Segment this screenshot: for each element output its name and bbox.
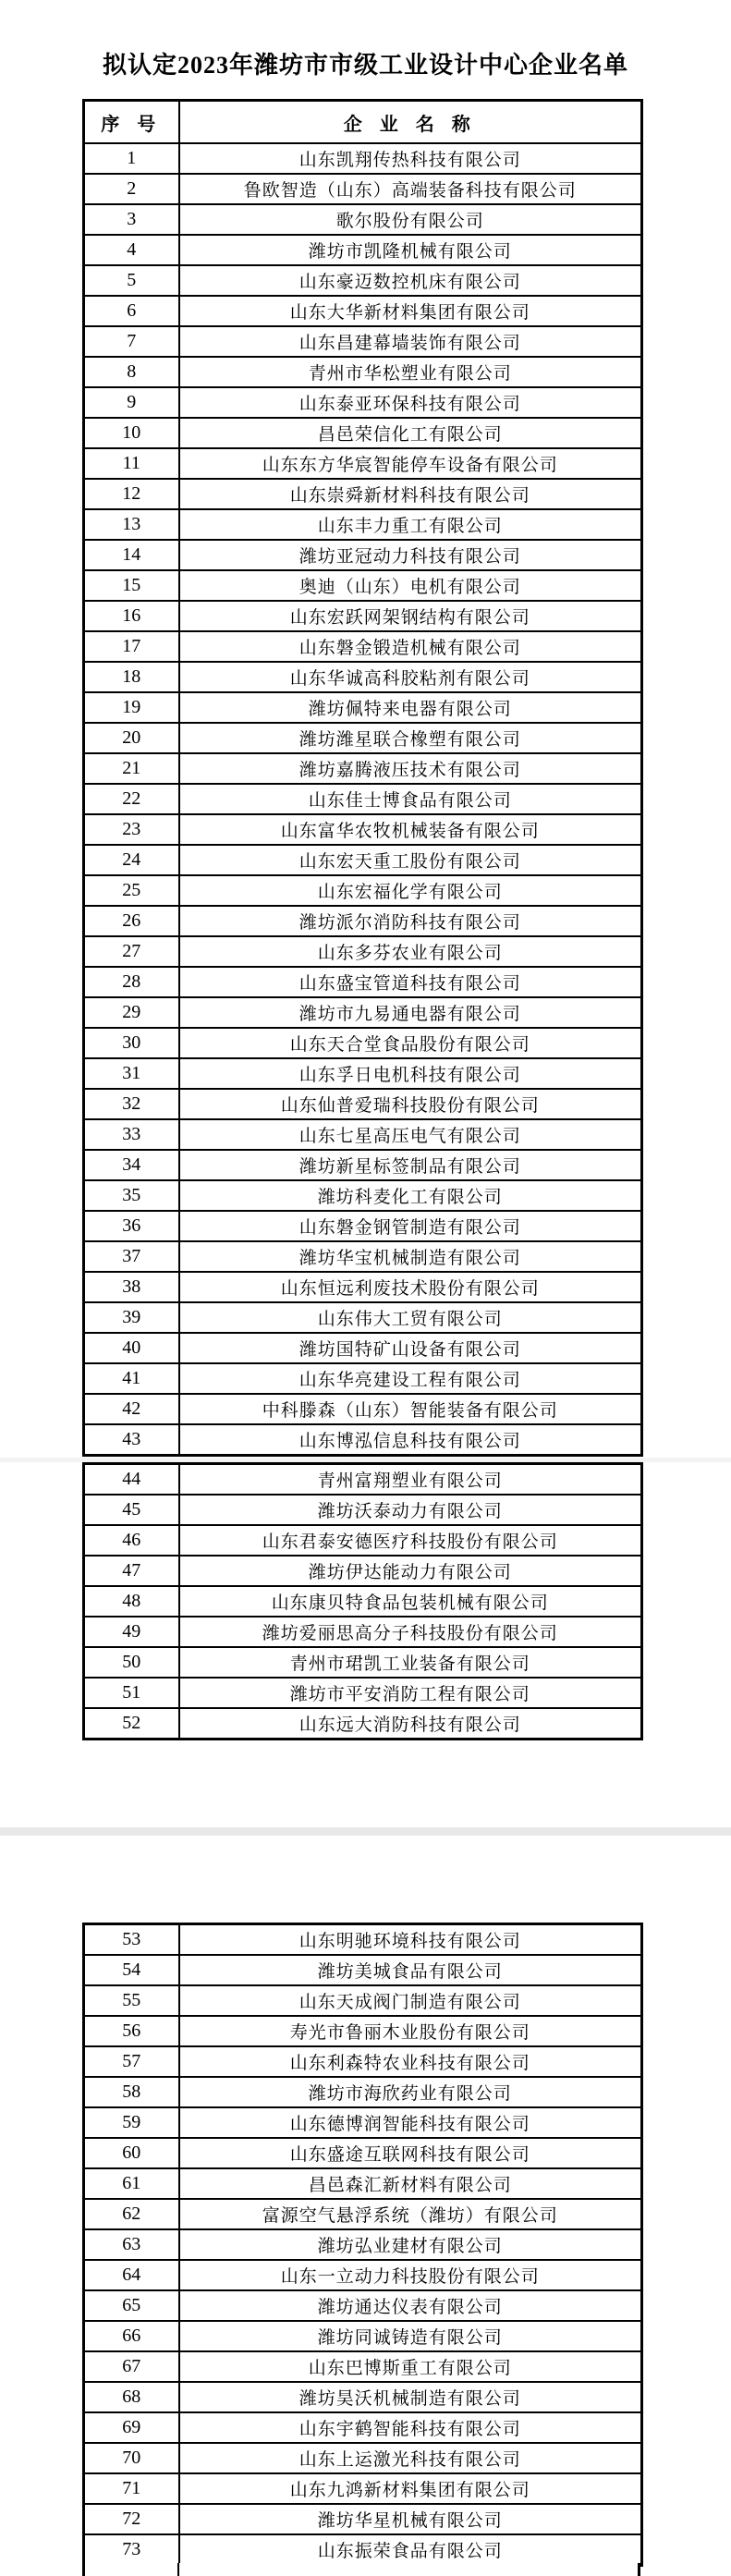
row-index: 38	[84, 1272, 179, 1302]
row-company-name: 潍坊同诚铸造有限公司	[179, 2321, 642, 2351]
row-company-name: 潍坊科麦化工有限公司	[179, 1180, 642, 1211]
row-company-name: 潍坊伊达能动力有限公司	[179, 1556, 642, 1586]
row-company-name: 山东宏跃网架钢结构有限公司	[179, 601, 642, 631]
table-row	[84, 723, 642, 753]
table-row	[84, 2321, 642, 2351]
row-index: 35	[84, 1180, 179, 1211]
row-company-name: 山东磐金钢管制造有限公司	[179, 1211, 642, 1241]
table-row	[84, 1302, 642, 1333]
row-company-name: 青州市华松塑业有限公司	[179, 357, 642, 387]
row-company-name: 山东昌建幕墙装饰有限公司	[179, 326, 642, 357]
row-company-name: 潍坊市凯隆机械有限公司	[179, 235, 642, 265]
table-row	[84, 2046, 642, 2077]
page-break-band	[0, 1827, 731, 1836]
row-company-name: 潍坊潍星联合橡塑有限公司	[179, 723, 642, 753]
table-row	[84, 1241, 642, 1272]
row-index: 44	[84, 1464, 179, 1496]
row-index: 46	[84, 1525, 179, 1556]
row-index: 41	[84, 1363, 179, 1394]
row-index: 26	[84, 906, 179, 936]
row-company-name: 山东天合堂食品股份有限公司	[179, 1028, 642, 1058]
row-index: 16	[84, 601, 179, 631]
row-index: 68	[84, 2382, 179, 2412]
table-row	[84, 814, 642, 845]
row-company-name: 山东大华新材料集团有限公司	[179, 296, 642, 326]
table-row	[84, 387, 642, 418]
row-index: 67	[84, 2351, 179, 2382]
table-header-row	[84, 101, 642, 144]
row-index: 10	[84, 418, 179, 448]
row-index: 29	[84, 997, 179, 1028]
row-index: 63	[84, 2229, 179, 2260]
row-company-name: 山东宏天重工股份有限公司	[179, 845, 642, 875]
row-company-name: 山东康贝特食品包装机械有限公司	[179, 1586, 642, 1617]
table-row	[84, 967, 642, 997]
company-table-page2	[82, 1923, 643, 2567]
row-company-name: 山东宏福化学有限公司	[179, 875, 642, 906]
row-index: 50	[84, 1647, 179, 1678]
row-company-name: 山东上运激光科技有限公司	[179, 2443, 642, 2473]
row-company-name: 山东丰力重工有限公司	[179, 509, 642, 540]
row-company-name: 潍坊爱丽思高分子科技股份有限公司	[179, 1617, 642, 1647]
row-company-name: 山东盛途互联网科技有限公司	[179, 2138, 642, 2168]
table-row	[84, 1647, 642, 1678]
table-row	[84, 1708, 642, 1740]
table-row	[84, 479, 642, 509]
row-index: 33	[84, 1119, 179, 1150]
row-company-name: 奥迪（山东）电机有限公司	[179, 570, 642, 601]
table-row	[84, 204, 642, 235]
table-row	[84, 1985, 642, 2016]
row-company-name: 昌邑荣信化工有限公司	[179, 418, 642, 448]
row-company-name: 山东巴博斯重工有限公司	[179, 2351, 642, 2382]
row-company-name: 山东佳士博食品有限公司	[179, 784, 642, 814]
row-index: 31	[84, 1058, 179, 1089]
row-index: 59	[84, 2107, 179, 2138]
row-company-name: 山东宇鹤智能科技有限公司	[179, 2412, 642, 2443]
row-company-name: 山东德博润智能科技有限公司	[179, 2107, 642, 2138]
table-row	[84, 1363, 642, 1394]
row-company-name: 山东多芬农业有限公司	[179, 936, 642, 967]
table-row	[84, 2504, 642, 2534]
row-index: 12	[84, 479, 179, 509]
table-row	[84, 418, 642, 448]
table-row	[84, 1955, 642, 1985]
row-company-name: 山东东方华宸智能停车设备有限公司	[179, 448, 642, 479]
column-header-company-name: 企 业 名 称	[179, 101, 642, 144]
row-company-name: 鲁欧智造（山东）高端装备科技有限公司	[179, 174, 642, 204]
table-row	[84, 357, 642, 387]
table-row	[84, 1924, 642, 1956]
row-company-name: 潍坊美城食品有限公司	[179, 1955, 642, 1985]
row-index: 49	[84, 1617, 179, 1647]
row-index: 64	[84, 2260, 179, 2290]
row-index: 20	[84, 723, 179, 753]
table-row	[84, 784, 642, 814]
row-index: 48	[84, 1586, 179, 1617]
row-company-name: 山东华亮建设工程有限公司	[179, 1363, 642, 1394]
row-index: 43	[84, 1424, 179, 1456]
row-index: 23	[84, 814, 179, 845]
table-row	[84, 1150, 642, 1180]
row-index: 13	[84, 509, 179, 540]
row-company-name: 潍坊亚冠动力科技有限公司	[179, 540, 642, 570]
row-index: 4	[84, 235, 179, 265]
table-row	[84, 448, 642, 479]
row-company-name: 山东仙普爱瑞科技股份有限公司	[179, 1089, 642, 1119]
row-company-name: 昌邑森汇新材料有限公司	[179, 2168, 642, 2199]
row-index: 2	[84, 174, 179, 204]
row-index: 62	[84, 2199, 179, 2229]
row-company-name: 青州富翔塑业有限公司	[179, 1464, 642, 1496]
row-index: 32	[84, 1089, 179, 1119]
table-row	[84, 2260, 642, 2290]
table-row	[84, 1272, 642, 1302]
row-company-name: 山东博泓信息科技有限公司	[179, 1424, 642, 1456]
row-company-name: 潍坊派尔消防科技有限公司	[179, 906, 642, 936]
row-company-name: 山东明驰环境科技有限公司	[179, 1924, 642, 1956]
table-row	[84, 326, 642, 357]
table-row	[84, 296, 642, 326]
table-row	[84, 1394, 642, 1424]
table-row	[84, 1586, 642, 1617]
row-index: 27	[84, 936, 179, 967]
row-company-name: 山东恒远利废技术股份有限公司	[179, 1272, 642, 1302]
table-row	[84, 1028, 642, 1058]
row-index: 5	[84, 265, 179, 296]
table-row	[84, 143, 642, 174]
row-index: 56	[84, 2016, 179, 2046]
table-row	[84, 174, 642, 204]
row-index: 21	[84, 753, 179, 784]
table-row	[84, 601, 642, 631]
partial-next-row	[82, 2563, 640, 2576]
row-company-name: 潍坊华星机械有限公司	[179, 2504, 642, 2534]
row-company-name: 山东九鸿新材料集团有限公司	[179, 2473, 642, 2504]
row-index: 24	[84, 845, 179, 875]
table-row	[84, 875, 642, 906]
row-company-name: 山东远大消防科技有限公司	[179, 1708, 642, 1740]
row-company-name: 山东凯翔传热科技有限公司	[179, 143, 642, 174]
row-company-name: 潍坊昊沃机械制造有限公司	[179, 2382, 642, 2412]
table-row	[84, 662, 642, 692]
table-row	[84, 235, 642, 265]
table-row	[84, 1211, 642, 1241]
table-row	[84, 2229, 642, 2260]
row-index: 47	[84, 1556, 179, 1586]
row-company-name: 山东豪迈数控机床有限公司	[179, 265, 642, 296]
row-company-name: 山东利森特农业科技有限公司	[179, 2046, 642, 2077]
table-row	[84, 1333, 642, 1363]
table-row	[84, 2382, 642, 2412]
row-company-name: 山东孚日电机科技有限公司	[179, 1058, 642, 1089]
row-index: 28	[84, 967, 179, 997]
row-company-name: 山东君泰安德医疗科技股份有限公司	[179, 1525, 642, 1556]
row-company-name: 山东崇舜新材料科技有限公司	[179, 479, 642, 509]
table-row	[84, 2107, 642, 2138]
table-row	[84, 2351, 642, 2382]
table-row	[84, 1180, 642, 1211]
table-row	[84, 1464, 642, 1496]
table-row	[84, 2138, 642, 2168]
row-company-name: 潍坊佩特来电器有限公司	[179, 692, 642, 723]
table-row	[84, 2077, 642, 2107]
row-index: 9	[84, 387, 179, 418]
table-row	[84, 906, 642, 936]
company-table-page1-upper	[82, 99, 643, 1457]
row-index: 18	[84, 662, 179, 692]
row-index: 19	[84, 692, 179, 723]
table-row	[84, 509, 642, 540]
table-row	[84, 2199, 642, 2229]
table-row	[84, 753, 642, 784]
row-company-name: 潍坊沃泰动力有限公司	[179, 1495, 642, 1525]
row-index: 15	[84, 570, 179, 601]
table-row	[84, 1089, 642, 1119]
row-company-name: 潍坊市海欣药业有限公司	[179, 2077, 642, 2107]
row-index: 61	[84, 2168, 179, 2199]
page-title: 拟认定2023年潍坊市市级工业设计中心企业名单	[102, 52, 628, 79]
row-index: 58	[84, 2077, 179, 2107]
row-company-name: 歌尔股份有限公司	[179, 204, 642, 235]
row-company-name: 潍坊市九易通电器有限公司	[179, 997, 642, 1028]
table-row	[84, 1678, 642, 1708]
company-table-page1-lower	[82, 1462, 643, 1740]
row-index: 14	[84, 540, 179, 570]
row-index: 51	[84, 1678, 179, 1708]
row-company-name: 山东伟大工贸有限公司	[179, 1302, 642, 1333]
row-index: 17	[84, 631, 179, 662]
row-company-name: 山东磐金锻造机械有限公司	[179, 631, 642, 662]
row-company-name: 山东富华农牧机械装备有限公司	[179, 814, 642, 845]
table-row	[84, 2016, 642, 2046]
table-row	[84, 1525, 642, 1556]
row-company-name: 潍坊嘉腾液压技术有限公司	[179, 753, 642, 784]
table-row	[84, 540, 642, 570]
table-row	[84, 2290, 642, 2321]
row-index: 73	[84, 2534, 179, 2566]
row-company-name: 山东华诚高科胶粘剂有限公司	[179, 662, 642, 692]
row-index: 65	[84, 2290, 179, 2321]
row-index: 55	[84, 1985, 179, 2016]
table-row	[84, 1617, 642, 1647]
row-index: 7	[84, 326, 179, 357]
row-index: 57	[84, 2046, 179, 2077]
table-row	[84, 2168, 642, 2199]
row-index: 71	[84, 2473, 179, 2504]
table-row	[84, 265, 642, 296]
row-index: 8	[84, 357, 179, 387]
row-index: 40	[84, 1333, 179, 1363]
row-company-name: 潍坊新星标签制品有限公司	[179, 1150, 642, 1180]
table-row	[84, 1424, 642, 1456]
row-company-name: 潍坊市平安消防工程有限公司	[179, 1678, 642, 1708]
row-index: 37	[84, 1241, 179, 1272]
row-index: 1	[84, 143, 179, 174]
row-company-name: 中科滕森（山东）智能装备有限公司	[179, 1394, 642, 1424]
row-company-name: 青州市珺凯工业装备有限公司	[179, 1647, 642, 1678]
table-row	[84, 845, 642, 875]
row-index: 11	[84, 448, 179, 479]
row-company-name: 山东一立动力科技股份有限公司	[179, 2260, 642, 2290]
row-index: 30	[84, 1028, 179, 1058]
table-row	[84, 1119, 642, 1150]
table-row	[84, 997, 642, 1028]
table-row	[84, 1495, 642, 1525]
table-row	[84, 692, 642, 723]
row-index: 53	[84, 1924, 179, 1956]
row-company-name: 富源空气悬浮系统（潍坊）有限公司	[179, 2199, 642, 2229]
row-company-name: 山东七星高压电气有限公司	[179, 1119, 642, 1150]
row-index: 66	[84, 2321, 179, 2351]
row-index: 3	[84, 204, 179, 235]
row-company-name: 潍坊华宝机械制造有限公司	[179, 1241, 642, 1272]
row-index: 52	[84, 1708, 179, 1740]
column-header-index: 序 号	[84, 101, 179, 144]
table-row	[84, 1556, 642, 1586]
row-company-name: 潍坊国特矿山设备有限公司	[179, 1333, 642, 1363]
row-company-name: 寿光市鲁丽木业股份有限公司	[179, 2016, 642, 2046]
row-index: 6	[84, 296, 179, 326]
table-row	[84, 2473, 642, 2504]
row-company-name: 山东振荣食品有限公司	[179, 2534, 642, 2566]
row-company-name: 山东盛宝管道科技有限公司	[179, 967, 642, 997]
row-company-name: 山东泰亚环保科技有限公司	[179, 387, 642, 418]
row-index: 54	[84, 1955, 179, 1985]
table-row	[84, 631, 642, 662]
table-row	[84, 2534, 642, 2566]
row-company-name: 山东天成阀门制造有限公司	[179, 1985, 642, 2016]
row-index: 36	[84, 1211, 179, 1241]
row-index: 22	[84, 784, 179, 814]
row-index: 42	[84, 1394, 179, 1424]
partial-row-column-divider	[177, 2563, 179, 2576]
row-index: 34	[84, 1150, 179, 1180]
table-row	[84, 1058, 642, 1089]
row-index: 25	[84, 875, 179, 906]
row-index: 69	[84, 2412, 179, 2443]
row-index: 39	[84, 1302, 179, 1333]
table-row	[84, 936, 642, 967]
row-index: 72	[84, 2504, 179, 2534]
row-index: 45	[84, 1495, 179, 1525]
row-company-name: 潍坊弘业建材有限公司	[179, 2229, 642, 2260]
row-index: 60	[84, 2138, 179, 2168]
table-row	[84, 2412, 642, 2443]
row-index: 70	[84, 2443, 179, 2473]
table-row	[84, 2443, 642, 2473]
table-row	[84, 570, 642, 601]
row-company-name: 潍坊通达仪表有限公司	[179, 2290, 642, 2321]
